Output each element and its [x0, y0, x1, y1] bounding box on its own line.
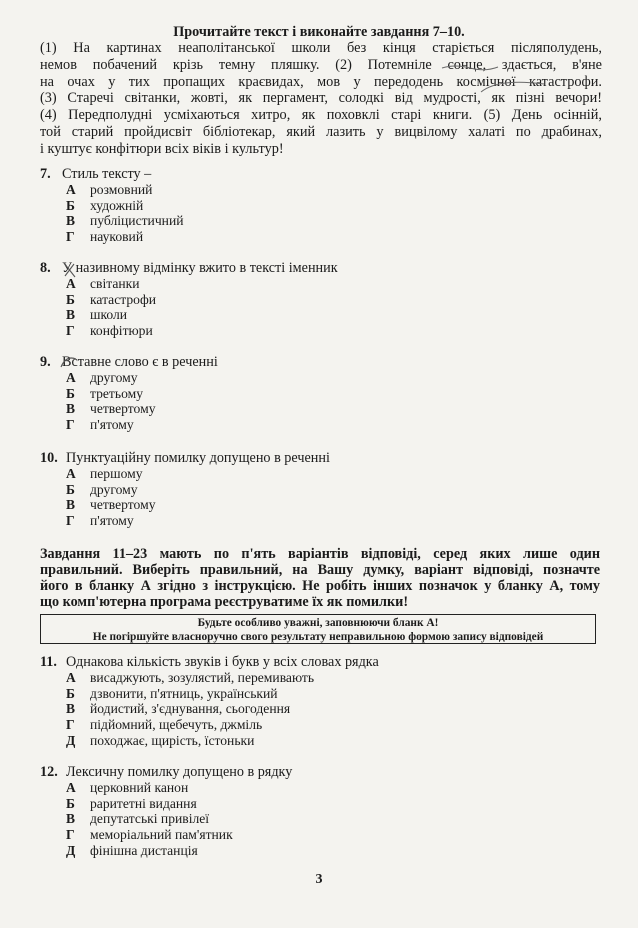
answer-option[interactable] [40, 213, 600, 229]
answer-option[interactable] [40, 323, 600, 339]
pencil-mark [62, 261, 78, 279]
pencil-mark [60, 355, 78, 371]
option-text: першому [90, 466, 143, 481]
option-letter: Б [66, 197, 75, 213]
passage-line: і куштує конфітюри всіх віків і культур! [40, 140, 284, 157]
passage-line: (1) На картинах неаполітанської школи без кінця старіється післяполудень, [40, 40, 602, 56]
question-7 [40, 166, 600, 245]
option-text: конфітюри [90, 323, 153, 339]
option-text: публіцистичний [90, 213, 184, 229]
option-letter: Г [66, 827, 75, 843]
option-text: розмовний [90, 182, 153, 197]
option-text: йодистий, з'єднування, сьогодення [90, 701, 291, 717]
option-text: школи [90, 307, 128, 323]
question-12 [40, 764, 600, 858]
answer-option[interactable] [40, 198, 600, 214]
answer-option[interactable] [40, 701, 600, 717]
answer-option[interactable] [40, 513, 600, 529]
option-letter: А [66, 276, 76, 291]
answer-option[interactable] [40, 307, 600, 323]
reading-passage [40, 40, 602, 158]
option-text: науковий [90, 229, 144, 245]
option-text: церковний канон [90, 780, 189, 795]
question-number: 9. [40, 354, 51, 370]
option-text: меморіальний пам'ятник [90, 827, 233, 843]
option-text: художній [90, 197, 144, 213]
question-stem: Лексичну помилку допущено в рядку [66, 764, 293, 780]
option-letter: Г [66, 513, 75, 529]
option-letter: Б [66, 481, 75, 497]
option-text: четвертому [90, 497, 156, 513]
option-text: фінішна дистанція [90, 842, 198, 858]
passage-line: немов побачений крізь темну пляшку. (2) Потемніле сонце, здається, в'яне [40, 56, 602, 73]
option-letter: А [66, 370, 76, 385]
answer-option[interactable] [40, 811, 600, 827]
answer-option[interactable] [40, 717, 600, 733]
question-number: 11. [40, 654, 57, 670]
option-letter: Б [66, 291, 75, 307]
question-number: 7. [40, 166, 51, 182]
question-number: 12. [40, 764, 58, 780]
question-9 [40, 354, 600, 433]
answer-option[interactable] [40, 466, 600, 482]
answer-option[interactable] [40, 827, 600, 843]
option-text: катастрофи [90, 291, 157, 307]
option-letter: Б [66, 795, 75, 811]
question-10 [40, 450, 600, 529]
option-letter: Б [66, 385, 75, 401]
option-text: п'ятому [90, 513, 134, 529]
answer-option[interactable] [40, 482, 600, 498]
question-stem: Пунктуаційну помилку допущено в реченні [66, 450, 330, 466]
instruction-line: правильний. Виберіть правильний, на Вашу думку, варіант відповіді, позначте [40, 562, 600, 578]
option-text: четвертому [90, 401, 156, 417]
passage-line: (4) Передполудні усміхаються хитро, як поховклі старі книги. (5) День осінній, [40, 107, 602, 124]
question-stem: У називному відмінку вжито в тексті іменник [62, 260, 338, 276]
question-stem: Вставне слово є в реченні [62, 354, 218, 370]
option-text: другому [90, 370, 138, 385]
notice-box [40, 614, 596, 644]
passage-line: (3) Старечі світанки, жовті, як пергамент, солодкі від мудрості, як пізні вечори! [40, 90, 602, 107]
pencil-arc [478, 80, 548, 94]
answer-option[interactable] [40, 796, 600, 812]
answer-option[interactable] [40, 843, 600, 859]
answer-option[interactable] [40, 229, 600, 245]
option-letter: А [66, 466, 76, 481]
option-text: третьому [90, 385, 144, 401]
answer-option[interactable] [40, 370, 600, 386]
answer-option[interactable] [40, 417, 600, 433]
option-letter: В [66, 497, 76, 513]
option-letter: В [66, 701, 76, 717]
option-letter: Г [66, 417, 75, 433]
option-text: висаджують, зозулястий, перемивають [90, 670, 315, 685]
question-8 [40, 260, 600, 339]
answer-option[interactable] [40, 182, 600, 198]
option-letter: Б [66, 685, 75, 701]
question-stem: Стиль тексту – [62, 166, 152, 182]
notice-line: Будьте особливо уважні, заповнюючи бланк А! [197, 617, 439, 629]
answer-option[interactable] [40, 497, 600, 513]
section-heading: Прочитайте текст і виконайте завдання 7–10. [173, 24, 465, 40]
option-letter: Г [66, 229, 75, 245]
question-number: 8. [40, 260, 51, 276]
option-letter: А [66, 670, 76, 685]
answer-option[interactable] [40, 386, 600, 402]
option-text: депутатські привілеї [90, 811, 210, 827]
option-letter: Д [66, 732, 76, 748]
option-letter: Г [66, 323, 75, 339]
option-text: світанки [90, 276, 140, 291]
option-text: другому [90, 481, 138, 497]
option-letter: В [66, 213, 76, 229]
passage-line: той старий пройдисвіт бібліотекар, який лазить у вицвілому халаті по драбинах, [40, 123, 602, 140]
pencil-underline [440, 62, 500, 72]
option-letter: В [66, 307, 76, 323]
answer-option[interactable] [40, 276, 600, 292]
page-number: 3 [315, 872, 323, 887]
answer-option[interactable] [40, 780, 600, 796]
question-11 [40, 654, 600, 748]
option-text: п'ятому [90, 417, 134, 433]
passage-line: на очах у тих пропащих краєвидах, мов у передодень космічної катастрофи. [40, 73, 602, 90]
option-text: дзвонити, п'ятниць, український [90, 685, 278, 701]
answer-option[interactable] [40, 670, 600, 686]
option-text: раритетні видання [90, 795, 197, 811]
option-letter: А [66, 780, 76, 795]
option-letter: Д [66, 842, 76, 858]
option-letter: А [66, 182, 76, 197]
answer-option[interactable] [40, 733, 600, 749]
instruction-line: його в бланку А згідно з інструкцією. Не робіть інших позначок у бланку А, тому [40, 578, 600, 594]
notice-line: Не погіршуйте власноручно свого результату неправильною формою запису відповідей [92, 631, 544, 643]
instruction-block [40, 546, 600, 610]
answer-option[interactable] [40, 292, 600, 308]
instruction-line: Завдання 11–23 мають по п'ять варіантів відповіді, серед яких лише один [40, 546, 600, 562]
option-letter: Г [66, 717, 75, 733]
instruction-line: що комп'ютерна програма реєструватиме їх як помилки! [40, 594, 409, 610]
answer-option[interactable] [40, 401, 600, 417]
option-text: підйомний, щебечуть, джміль [90, 717, 263, 733]
option-letter: В [66, 811, 76, 827]
answer-option[interactable] [40, 686, 600, 702]
question-number: 10. [40, 450, 58, 466]
option-text: походжає, щирість, їстоньки [90, 732, 255, 748]
question-stem: Однакова кількість звуків і букв у всіх словах рядка [66, 654, 379, 670]
option-letter: В [66, 401, 76, 417]
